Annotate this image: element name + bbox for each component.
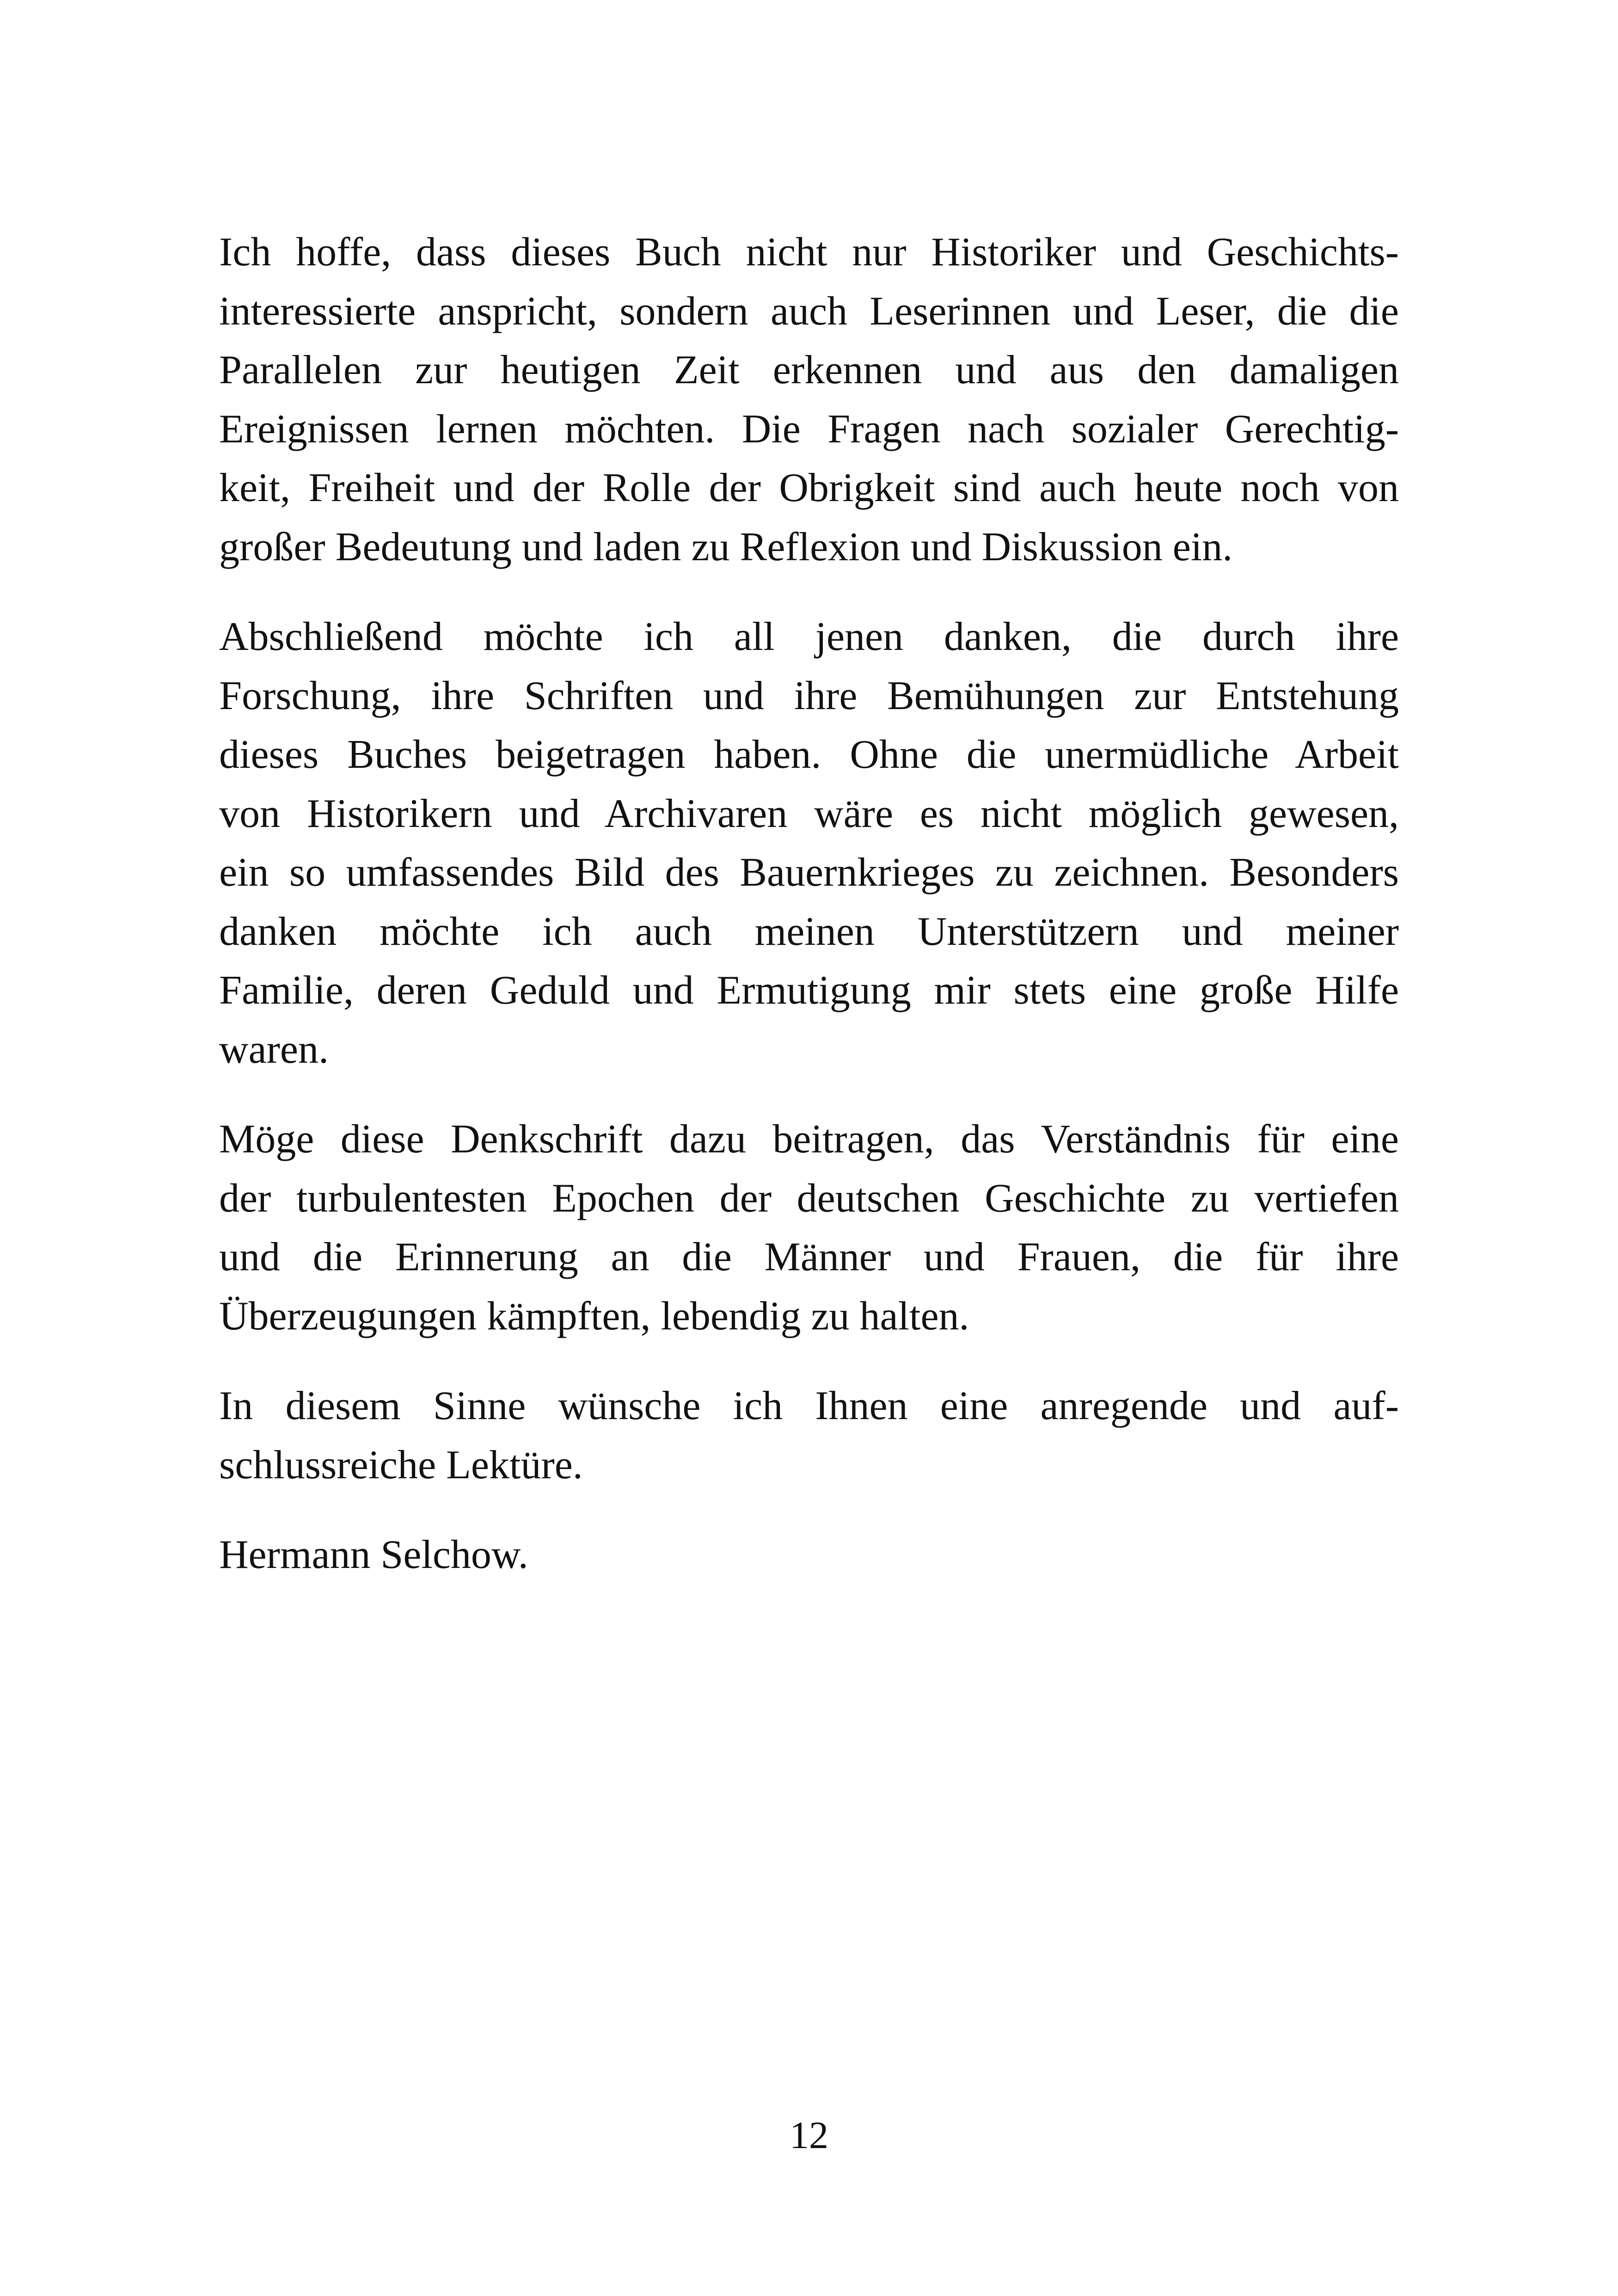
paragraph-4	[219, 1377, 1399, 1494]
text-line: großer Bedeutung und laden zu Reflexion und Diskussion ein.	[219, 524, 1233, 569]
text-line: Ereignissen lernen möchten. Die Fragen nach sozialer Gerechtig-	[219, 406, 1399, 452]
text-line: keit, Freiheit und der Rolle der Obrigkeit sind auch heute noch von	[219, 465, 1399, 510]
text-line: Möge diese Denkschrift dazu beitragen, das Verständnis für eine	[219, 1117, 1399, 1162]
page-number: 12	[790, 2114, 828, 2157]
body-text	[219, 223, 1399, 1585]
text-line: interessierte anspricht, sondern auch Leserinnen und Leser, die die	[219, 288, 1399, 334]
text-line: Forschung, ihre Schriften und ihre Bemühungen zur Entstehung	[219, 673, 1399, 718]
text-line: Überzeugungen kämpften, lebendig zu halten.	[219, 1293, 969, 1339]
text-line: und die Erinnerung an die Männer und Frauen, die für ihre	[219, 1235, 1399, 1280]
text-line: danken möchte ich auch meinen Unterstützern und meiner	[219, 909, 1399, 954]
text-line: dieses Buches beigetragen haben. Ohne die unermüdliche Arbeit	[219, 732, 1399, 777]
text-line: von Historikern und Archivaren wäre es nicht möglich gewesen,	[219, 791, 1399, 836]
text-line: Ich hoffe, dass dieses Buch nicht nur Historiker und Geschichts-	[219, 230, 1399, 275]
text-line: waren.	[219, 1027, 329, 1072]
author-signature: Hermann Selchow.	[219, 1532, 528, 1577]
text-line: Parallelen zur heutigen Zeit erkennen und aus den damaligen	[219, 348, 1399, 392]
paragraph-1	[219, 223, 1399, 576]
text-line: ein so umfassendes Bild des Bauernkrieges zu zeichnen. Besonders	[219, 850, 1399, 895]
text-line: Familie, deren Geduld und Ermutigung mir stets eine große Hilfe	[219, 968, 1399, 1013]
text-line: schlussreiche Lektüre.	[219, 1442, 583, 1488]
text-line: In diesem Sinne wünsche ich Ihnen eine anregende und auf-	[219, 1384, 1399, 1428]
paragraph-2	[219, 607, 1399, 1079]
text-line: der turbulentesten Epochen der deutschen Geschichte zu vertiefen	[219, 1176, 1399, 1221]
paragraph-3	[219, 1110, 1399, 1346]
text-line: Abschließend möchte ich all jenen danken, die durch ihre	[219, 614, 1399, 659]
